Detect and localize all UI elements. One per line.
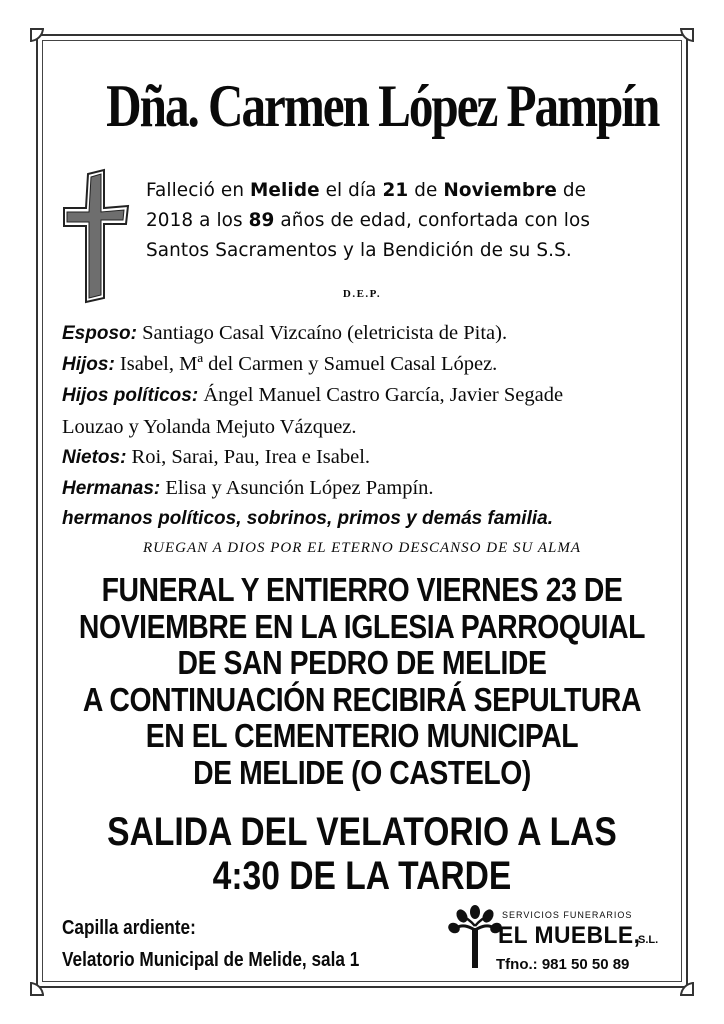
notice-segment: de [408, 180, 444, 201]
notice-line-1 [146, 176, 666, 206]
tree-icon [448, 904, 502, 970]
prayer-request: RUEGAN A DIOS POR EL ETERNO DESCANSO DE SU ALMA [143, 540, 581, 556]
notice-line-3: Santos Sacramentos y la Bendición de su S.S. [146, 240, 572, 261]
notice-segment: el día [319, 180, 383, 201]
rip-label: D.E.P. [342, 288, 382, 300]
notice-segment: Melide [250, 180, 320, 201]
departure-line: 4:30 DE LA TARDE [212, 854, 512, 898]
notice-segment: Falleció en [146, 180, 251, 201]
chapel-info [62, 912, 408, 976]
funeral-line: DE MELIDE (O CASTELO) [193, 753, 531, 791]
family-row-hijos-politicos-cont: Louzao y Yolanda Mejuto Vázquez. [62, 415, 357, 438]
funeral-line: FUNERAL Y ENTIERRO VIERNES 23 DE [101, 571, 623, 608]
logo-phone: Tfno.: 981 50 50 89 [496, 956, 630, 973]
family-row-nietos: Nietos: Roi, Sarai, Pau, Irea e Isabel. [62, 445, 371, 468]
chapel-label: Capilla ardiente: [62, 917, 196, 939]
logo-name: EL MUEBLE, [498, 922, 641, 949]
funeral-home-logo [448, 904, 668, 974]
deceased-name: Dña. Carmen López Pampín [106, 73, 659, 139]
family-row-esposo: Esposo: Santiago Casal Vizcaíno (eletricista de Pita). [62, 322, 508, 344]
family-row-hermanas: Hermanas: Elisa y Asunción López Pampín. [62, 477, 434, 500]
family-list [62, 318, 662, 534]
notice-segment: 89 [248, 210, 275, 231]
family-row-hijos-politicos: Hijos políticos: Ángel Manuel Castro García, Javier Segade [62, 384, 564, 407]
departure-line: SALIDA DEL VELATORIO A LAS [107, 810, 617, 854]
cross-icon [60, 168, 130, 304]
notice-segment: años de edad, confortada con los [274, 210, 591, 231]
notice-segment: de [556, 180, 587, 201]
death-notice-text [146, 176, 666, 266]
notice-segment: 2018 a los [146, 210, 249, 231]
notice-segment: Noviembre [443, 180, 557, 201]
funeral-line: NOVIEMBRE EN LA IGLESIA PARROQUIAL [78, 607, 646, 645]
family-row-extra: hermanos políticos, sobrinos, primos y demás familia. [62, 508, 553, 530]
chapel-place: Velatorio Municipal de Melide, sala 1 [62, 949, 360, 971]
logo-suffix: S.L. [638, 934, 659, 946]
funeral-details [0, 572, 724, 791]
funeral-line: DE SAN PEDRO DE MELIDE [177, 644, 547, 681]
funeral-line: EN EL CEMENTERIO MUNICIPAL [145, 717, 579, 754]
funeral-line: A CONTINUACIÓN RECIBIRÁ SEPULTURA [82, 680, 642, 718]
logo-subtitle: SERVICIOS FUNERARIOS [502, 910, 633, 920]
notice-segment: 21 [382, 180, 409, 201]
departure-time [0, 810, 724, 898]
notice-line-2 [146, 206, 666, 236]
family-row-hijos: Hijos: Isabel, Mª del Carmen y Samuel Casal López. [62, 353, 498, 376]
